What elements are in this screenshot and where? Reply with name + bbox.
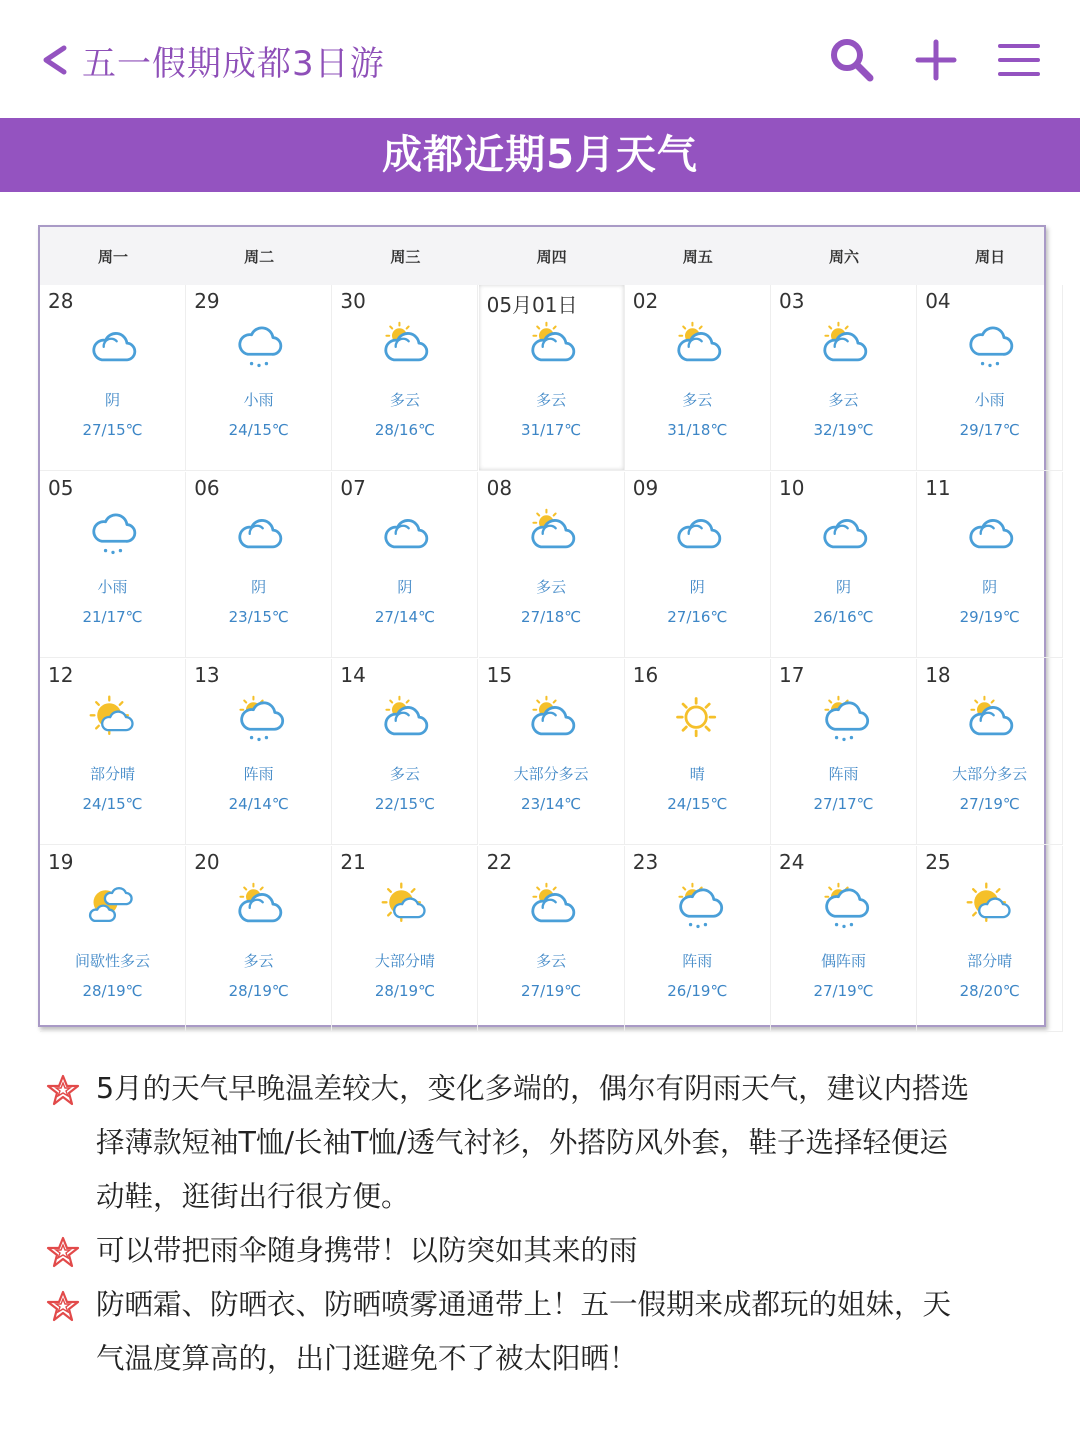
shower-icon xyxy=(672,880,724,932)
intermittent-cloud-icon xyxy=(87,880,139,932)
temperature-range: 23/15℃ xyxy=(228,608,289,626)
calendar-day-cell[interactable] xyxy=(40,285,186,471)
calendar-day-cell[interactable] xyxy=(625,846,771,1032)
day-number: 05月01日 xyxy=(486,293,578,317)
calendar-day-cell[interactable] xyxy=(917,285,1063,471)
day-number: 14 xyxy=(340,663,366,687)
partly-cloudy-icon xyxy=(526,880,578,932)
day-number: 25 xyxy=(925,850,951,874)
day-number: 16 xyxy=(632,663,659,687)
weather-condition: 多云 xyxy=(389,391,420,409)
calendar-day-cell[interactable] xyxy=(479,846,625,1032)
temperature-range: 27/15℃ xyxy=(82,421,143,439)
partly-cloudy-icon xyxy=(379,693,431,745)
partly-cloudy-icon xyxy=(379,319,431,371)
weather-condition: 多云 xyxy=(243,952,274,970)
star-icon xyxy=(46,1073,80,1107)
weekday-label: 周一 xyxy=(97,248,128,266)
temperature-range: 28/16℃ xyxy=(374,421,435,439)
day-number: 13 xyxy=(194,663,220,687)
day-number: 19 xyxy=(48,850,74,874)
temperature-range: 29/17℃ xyxy=(959,421,1020,439)
day-number: 30 xyxy=(340,289,366,313)
day-number: 22 xyxy=(486,850,513,874)
weather-condition: 阵雨 xyxy=(243,765,274,783)
partly-cloudy-icon xyxy=(526,506,578,558)
weather-condition: 小雨 xyxy=(974,391,1005,409)
day-number: 12 xyxy=(48,663,74,687)
temperature-range: 22/15℃ xyxy=(374,795,435,813)
calendar-day-cell[interactable] xyxy=(40,472,186,658)
note-item xyxy=(46,1278,1046,1386)
calendar-day-cell[interactable] xyxy=(771,472,917,658)
temperature-range: 24/14℃ xyxy=(228,795,289,813)
day-number: 03 xyxy=(779,289,805,313)
calendar-day-cell[interactable] xyxy=(332,285,478,471)
weekday-header xyxy=(40,227,1044,285)
calendar-day-cell[interactable] xyxy=(186,659,332,845)
calendar-day-cell[interactable] xyxy=(479,472,625,658)
weather-condition: 阵雨 xyxy=(682,952,713,970)
weather-condition: 阴 xyxy=(104,391,120,409)
menu-icon[interactable] xyxy=(995,36,1043,84)
calendar-day-cell[interactable] xyxy=(625,472,771,658)
weekday-label: 周二 xyxy=(244,248,275,266)
day-number: 17 xyxy=(779,663,805,687)
weather-condition: 部分晴 xyxy=(89,765,135,783)
temperature-range: 28/20℃ xyxy=(959,982,1020,1000)
temperature-range: 29/19℃ xyxy=(959,608,1020,626)
calendar-day-cell[interactable] xyxy=(771,285,917,471)
temperature-range: 26/16℃ xyxy=(813,608,874,626)
weather-condition: 部分晴 xyxy=(967,952,1013,970)
partly-cloudy-icon xyxy=(526,693,578,745)
weekday-label: 周四 xyxy=(536,248,567,266)
calendar-day-cell[interactable] xyxy=(332,846,478,1032)
day-number: 23 xyxy=(632,850,659,874)
temperature-range: 27/14℃ xyxy=(374,608,435,626)
calendar-day-cell[interactable] xyxy=(771,846,917,1032)
temperature-range: 27/19℃ xyxy=(813,982,874,1000)
temperature-range: 31/18℃ xyxy=(667,421,728,439)
note-line: 防晒霜、防晒衣、防晒喷雾通通带上！五一假期来成都玩的姐妹，天 xyxy=(96,1288,952,1321)
note-line: 择薄款短袖T恤/长袖T恤/透气衬衫，外搭防风外套，鞋子选择轻便运 xyxy=(96,1126,949,1159)
weather-condition: 小雨 xyxy=(97,578,128,596)
day-number: 07 xyxy=(340,476,366,500)
weather-calendar xyxy=(38,225,1046,1027)
partly-cloudy-icon xyxy=(964,693,1016,745)
weather-condition: 偶阵雨 xyxy=(820,952,866,970)
weather-condition: 多云 xyxy=(389,765,420,783)
back-chevron-icon xyxy=(40,42,70,78)
weather-condition: 多云 xyxy=(536,391,567,409)
mostly-sunny-icon xyxy=(964,880,1016,932)
calendar-day-cell[interactable] xyxy=(625,285,771,471)
temperature-range: 24/15℃ xyxy=(82,795,143,813)
calendar-day-cell[interactable] xyxy=(917,472,1063,658)
temperature-range: 28/19℃ xyxy=(228,982,289,1000)
partly-cloudy-icon xyxy=(233,880,285,932)
weather-condition: 多云 xyxy=(828,391,859,409)
weather-condition: 间歇性多云 xyxy=(74,952,150,970)
mostly-sunny-icon xyxy=(87,693,139,745)
partly-cloudy-icon xyxy=(672,319,724,371)
temperature-range: 27/16℃ xyxy=(667,608,728,626)
temperature-range: 27/19℃ xyxy=(959,795,1020,813)
shower-icon xyxy=(233,693,285,745)
note-line: 5月的天气早晚温差较大，变化多端的，偶尔有阴雨天气，建议内搭选 xyxy=(96,1072,970,1105)
star-icon xyxy=(46,1235,80,1269)
calendar-day-cell[interactable] xyxy=(332,472,478,658)
note-item xyxy=(46,1224,1046,1278)
calendar-day-cell[interactable] xyxy=(625,659,771,845)
temperature-range: 21/17℃ xyxy=(82,608,143,626)
weather-condition: 阴 xyxy=(982,578,998,596)
day-number: 15 xyxy=(486,663,513,687)
calendar-day-cell[interactable] xyxy=(332,659,478,845)
weather-condition: 大部分晴 xyxy=(374,952,435,970)
day-number: 24 xyxy=(779,850,805,874)
weather-condition: 多云 xyxy=(536,952,567,970)
temperature-range: 27/17℃ xyxy=(813,795,874,813)
notes-list xyxy=(46,1062,1046,1386)
section-banner: 成都近期5月天气 xyxy=(0,118,1080,192)
day-number: 28 xyxy=(48,289,74,313)
day-number: 09 xyxy=(632,476,659,500)
weather-condition: 多云 xyxy=(536,578,567,596)
temperature-range: 24/15℃ xyxy=(667,795,728,813)
day-number: 20 xyxy=(194,850,220,874)
calendar-day-cell[interactable] xyxy=(186,472,332,658)
temperature-range: 27/18℃ xyxy=(521,608,582,626)
day-number: 29 xyxy=(194,289,220,313)
weather-condition: 阴 xyxy=(835,578,851,596)
note-item xyxy=(46,1062,1046,1224)
day-number: 05 xyxy=(48,476,74,500)
weather-condition: 小雨 xyxy=(243,391,274,409)
temperature-range: 31/17℃ xyxy=(521,421,582,439)
partly-cloudy-icon xyxy=(818,319,870,371)
light-rain-icon xyxy=(233,319,285,371)
day-number: 11 xyxy=(925,476,951,500)
day-number: 02 xyxy=(632,289,659,313)
calendar-day-cell[interactable] xyxy=(40,846,186,1032)
top-bar xyxy=(0,0,1080,118)
calendar-day-cell[interactable] xyxy=(917,659,1063,845)
weather-condition: 阵雨 xyxy=(828,765,859,783)
add-icon[interactable] xyxy=(912,36,960,84)
calendar-day-cell[interactable] xyxy=(771,659,917,845)
day-number: 06 xyxy=(194,476,220,500)
star-icon xyxy=(46,1289,80,1323)
day-number: 04 xyxy=(925,289,951,313)
note-line: 气温度算高的，出门逛避免不了被太阳晒！ xyxy=(96,1342,638,1375)
weather-condition: 多云 xyxy=(682,391,713,409)
weekday-label: 周日 xyxy=(975,248,1006,266)
shower-icon xyxy=(818,693,870,745)
weekday-label: 周五 xyxy=(682,248,713,266)
weekday-label: 周三 xyxy=(390,248,421,266)
day-number: 18 xyxy=(925,663,951,687)
temperature-range: 28/19℃ xyxy=(82,982,143,1000)
cloudy-icon xyxy=(818,506,870,558)
day-number: 08 xyxy=(486,476,513,500)
temperature-range: 23/14℃ xyxy=(521,795,582,813)
calendar-day-cell[interactable] xyxy=(479,285,625,471)
note-line: 动鞋，逛街出行很方便。 xyxy=(96,1180,410,1213)
calendar-day-cell[interactable] xyxy=(186,285,332,471)
page-title: 五一假期成都3日游 xyxy=(82,43,385,84)
temperature-range: 24/15℃ xyxy=(228,421,289,439)
temperature-range: 32/19℃ xyxy=(813,421,874,439)
back-button[interactable] xyxy=(40,34,385,86)
partly-cloudy-icon xyxy=(526,319,578,371)
weather-condition: 阴 xyxy=(397,578,413,596)
light-rain-icon xyxy=(964,319,1016,371)
note-line: 可以带把雨伞随身携带！以防突如其来的雨 xyxy=(96,1234,638,1267)
weather-condition: 晴 xyxy=(689,765,705,783)
weather-condition: 阴 xyxy=(689,578,705,596)
day-number: 21 xyxy=(340,850,366,874)
calendar-day-cell[interactable] xyxy=(186,846,332,1032)
sunny-icon xyxy=(672,693,724,745)
cloudy-icon xyxy=(233,506,285,558)
weekday-label: 周六 xyxy=(828,248,859,266)
weather-condition: 大部分多云 xyxy=(513,765,589,783)
weather-condition: 大部分多云 xyxy=(952,765,1028,783)
mostly-sunny-icon xyxy=(379,880,431,932)
temperature-range: 28/19℃ xyxy=(374,982,435,1000)
day-number: 10 xyxy=(779,476,805,500)
calendar-day-cell[interactable] xyxy=(479,659,625,845)
cloudy-icon xyxy=(672,506,724,558)
cloudy-icon xyxy=(964,506,1016,558)
calendar-day-cell[interactable] xyxy=(917,846,1063,1032)
weather-condition: 阴 xyxy=(251,578,267,596)
shower-icon xyxy=(818,880,870,932)
cloudy-icon xyxy=(87,319,139,371)
temperature-range: 27/19℃ xyxy=(521,982,582,1000)
cloudy-icon xyxy=(379,506,431,558)
search-icon[interactable] xyxy=(828,36,876,84)
temperature-range: 26/19℃ xyxy=(667,982,728,1000)
light-rain-icon xyxy=(87,506,139,558)
calendar-day-cell[interactable] xyxy=(40,659,186,845)
